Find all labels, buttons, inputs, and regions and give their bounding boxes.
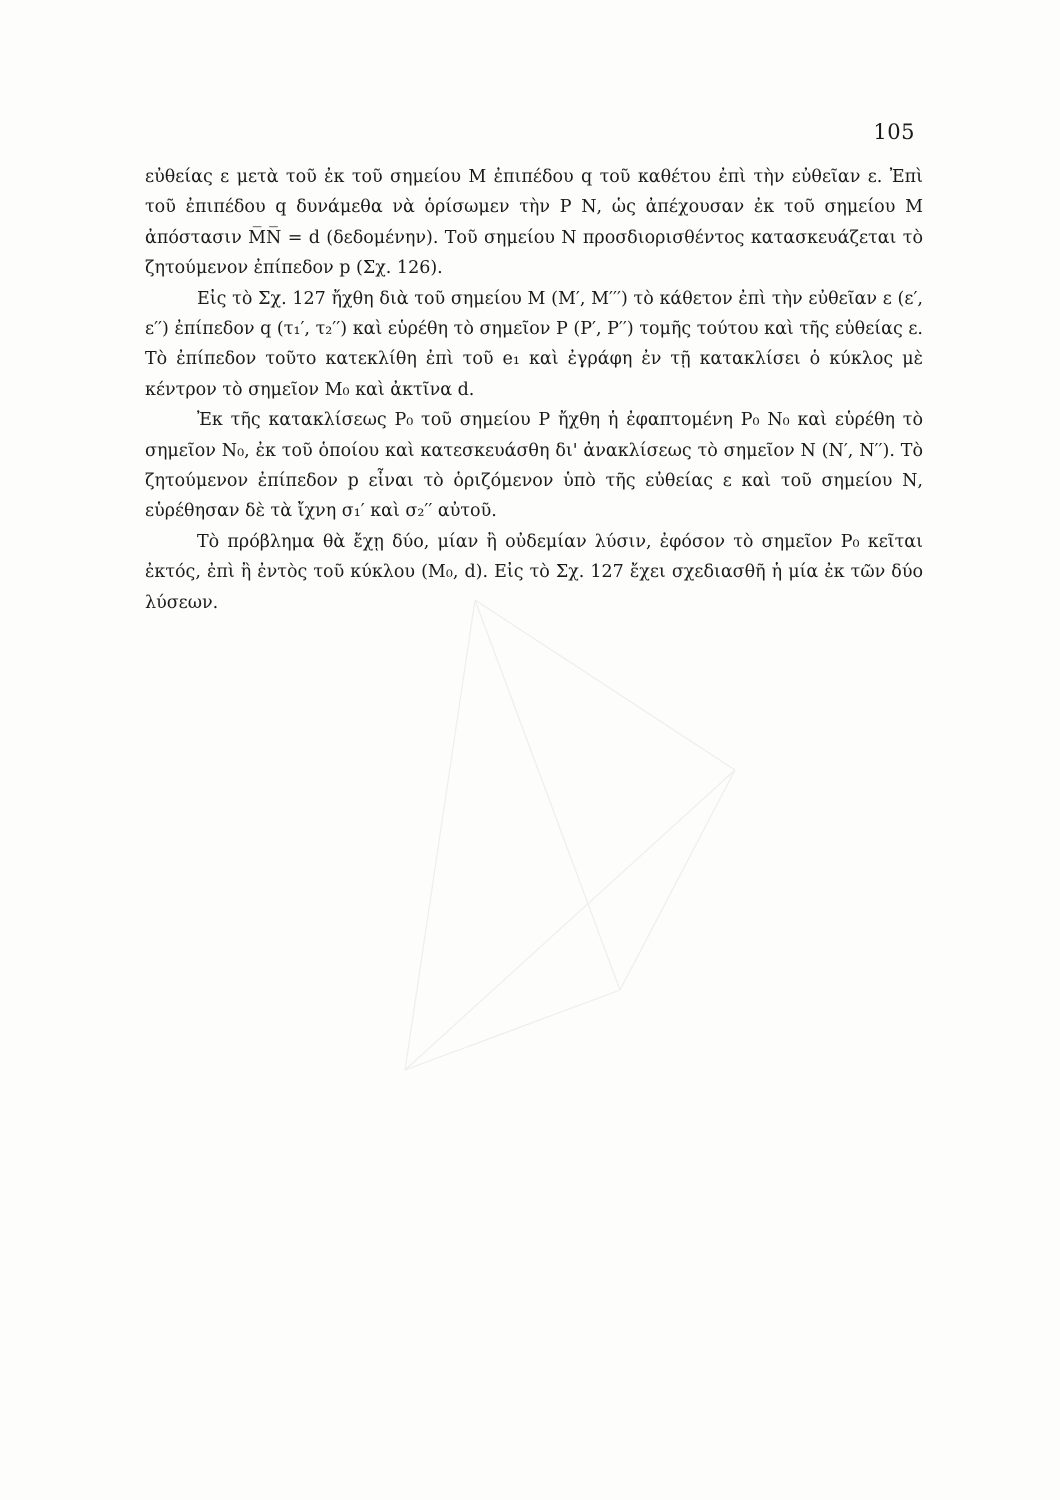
body-text xyxy=(145,162,923,618)
paragraph-3: Ἐκ τῆς κατακλίσεως Ρ₀ τοῦ σημείου Ρ ἤχθη ἡ ἐφαπτομένη Ρ₀ Ν₀ καὶ εὑρέθη τὸ σημεῖον Ν₀, ἐκ τοῦ ὁποίου καὶ κατεσκευάσθη δι' ἀνακλίσεως τὸ σημεῖον Ν (Ν′, Ν′′). Τὸ ζητούμενον ἐπίπεδον p εἶναι τὸ ὁριζόμενον ὑπὸ τῆς εὐθείας ε καὶ τοῦ σημείου Ν, εὑρέθησαν δὲ τὰ ἴχνη σ₁′ καὶ σ₂′′ αὐτοῦ. xyxy=(145,410,923,522)
paragraph-4: Τὸ πρόβλημα θὰ ἔχῃ δύο, μίαν ἢ οὐδεμίαν λύσιν, ἐφόσον τὸ σημεῖον Ρ₀ κεῖται ἐκτός, ἐπὶ ἢ ἐντὸς τοῦ κύκλου (Μ₀, d). Εἰς τὸ Σχ. 127 ἔχει σχεδιασθῆ ἡ μία ἐκ τῶν δύο λύσεων. xyxy=(145,531,923,613)
paragraph-1: εὐθείας ε μετὰ τοῦ ἐκ τοῦ σημείου Μ ἐπιπέδου q τοῦ καθέτου ἐπὶ τὴν εὐθεῖαν ε. Ἐπὶ τοῦ ἐπιπέδου q δυνάμεθα νὰ ὁρίσωμεν τὴν Ρ Ν, ὡς ἀπέχουσαν ἐκ τοῦ σημείου Μ ἀπόστασιν M̅N̅ = d (δεδομένην). Τοῦ σημείου Ν προσδιορισθέντος κατασκευάζεται τὸ ζητούμενον ἐπίπεδον p (Σχ. 126). xyxy=(145,167,923,279)
page-number: 105 xyxy=(873,120,915,144)
paragraph-2: Εἰς τὸ Σχ. 127 ἤχθη διὰ τοῦ σημείου Μ (Μ′, Μ′′′) τὸ κάθετον ἐπὶ τὴν εὐθεῖαν ε (ε′, ε′′) ἐπίπεδον q (τ₁′, τ₂′′) καὶ εὑρέθη τὸ σημεῖον Ρ (Ρ′, Ρ′′) τομῆς τούτου καὶ τῆς εὐθείας ε. Τὸ ἐπίπεδον τοῦτο κατεκλίθη ἐπὶ τοῦ e₁ καὶ ἐγράφη ἐν τῇ κατακλίσει ὁ κύκλος μὲ κέντρον τὸ σημεῖον Μ₀ καὶ ἀκτῖνα d. xyxy=(145,288,923,400)
